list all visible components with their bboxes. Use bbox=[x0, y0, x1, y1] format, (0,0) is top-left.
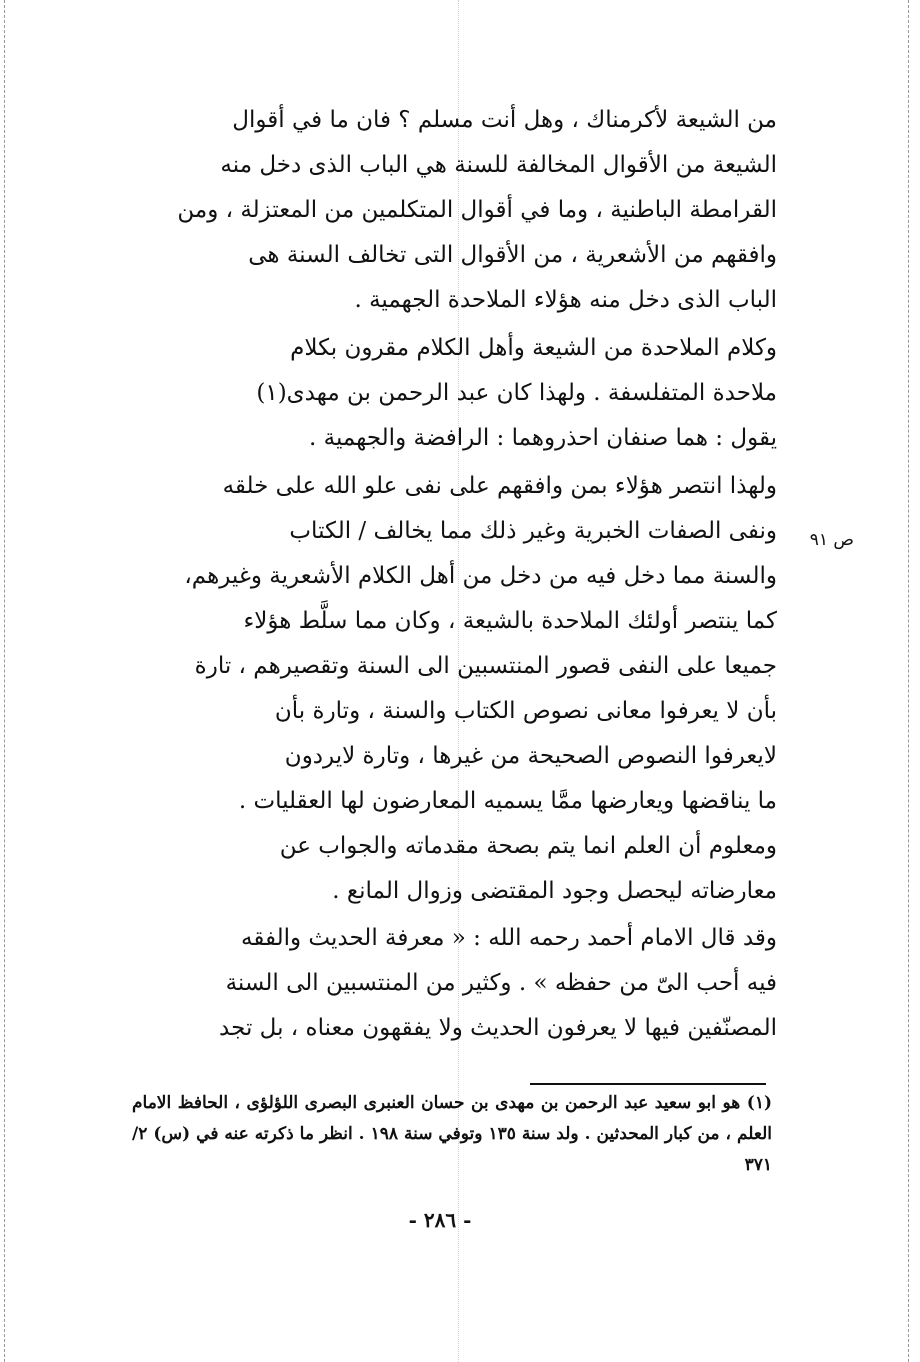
footnote-separator bbox=[530, 1083, 766, 1085]
text-line: جميعا على النفى قصور المنتسبين الى السنة وتقصيرهم ، تارة bbox=[194, 653, 777, 679]
text-line: والسنة مما دخل فيه من دخل من أهل الكلام الأشعرية وغيرهم، bbox=[184, 563, 777, 589]
paragraph-2 bbox=[132, 326, 777, 461]
text-line: بأن لا يعرفوا معانى نصوص الكتاب والسنة ، وتارة بأن bbox=[274, 698, 777, 724]
text-line: وافقهم من الأشعرية ، من الأقوال التى تخالف السنة هى bbox=[248, 242, 777, 268]
text-line: وكلام الملاحدة من الشيعة وأهل الكلام مقرون بكلام bbox=[290, 335, 777, 361]
margin-page-reference: ص ٩١ bbox=[809, 530, 854, 550]
page-number: - ٢٨٦ - bbox=[408, 1208, 472, 1232]
text-line: لايعرفوا النصوص الصحيحة من غيرها ، وتارة لايردون bbox=[284, 743, 777, 769]
paragraph-1 bbox=[132, 98, 777, 323]
text-line: ونفى الصفات الخبرية وغير ذلك مما يخالف / الكتاب bbox=[289, 518, 777, 544]
paragraph-5 bbox=[132, 916, 777, 1051]
text-line: الشيعة من الأقوال المخالفة للسنة هي الباب الذى دخل منه bbox=[220, 152, 777, 178]
text-line: معارضاته ليحصل وجود المقتضى وزوال المانع . bbox=[332, 878, 777, 904]
page-edge-right bbox=[908, 0, 909, 1362]
text-line: المصنّفين فيها لا يعرفون الحديث ولا يفقهون معناه ، بل تجد bbox=[219, 1015, 777, 1041]
text-line: وقد قال الامام أحمد رحمه الله : « معرفة الحديث والفقه bbox=[240, 925, 777, 951]
text-line: القرامطة الباطنية ، وما في أقوال المتكلمين من المعتزلة ، ومن bbox=[177, 197, 777, 223]
paragraph-3 bbox=[132, 464, 777, 824]
text-line: ملاحدة المتفلسفة . ولهذا كان عبد الرحمن بن مهدى(١) bbox=[256, 380, 777, 406]
text-line: كما ينتصر أولئك الملاحدة بالشيعة ، وكان مما سلَّط هؤلاء bbox=[243, 608, 777, 634]
paragraph-4 bbox=[132, 824, 777, 914]
text-line: ما يناقضها ويعارضها ممَّا يسميه المعارضون لها العقليات . bbox=[238, 788, 777, 814]
text-line: يقول : هما صنفان احذروهما : الرافضة والجهمية . bbox=[309, 425, 777, 451]
page-edge-left bbox=[4, 0, 5, 1362]
text-line: ولهذا انتصر هؤلاء بمن وافقهم على نفى علو الله على خلقه bbox=[222, 473, 777, 499]
text-line: فيه أحب الىّ من حفظه » . وكثير من المنتسبين الى السنة bbox=[225, 970, 777, 996]
text-line: الباب الذى دخل منه هؤلاء الملاحدة الجهمية . bbox=[354, 287, 777, 313]
text-line: من الشيعة لأكرمناك ، وهل أنت مسلم ؟ فان ما في أقوال bbox=[232, 107, 777, 133]
footnote: (١) هو ابو سعيد عبد الرحمن بن مهدى بن حسان العنبرى البصرى اللؤلؤى ، الحافظ الامام العلم ، من كبار المحدثين . ولد سنة ١٣٥ وتوفي سنة ١٩٨ . انظر ما ذكرته عنه في (س) ٢/ ٣٧١ bbox=[132, 1093, 772, 1175]
text-line: ومعلوم أن العلم انما يتم بصحة مقدماته والجواب عن bbox=[279, 833, 777, 859]
